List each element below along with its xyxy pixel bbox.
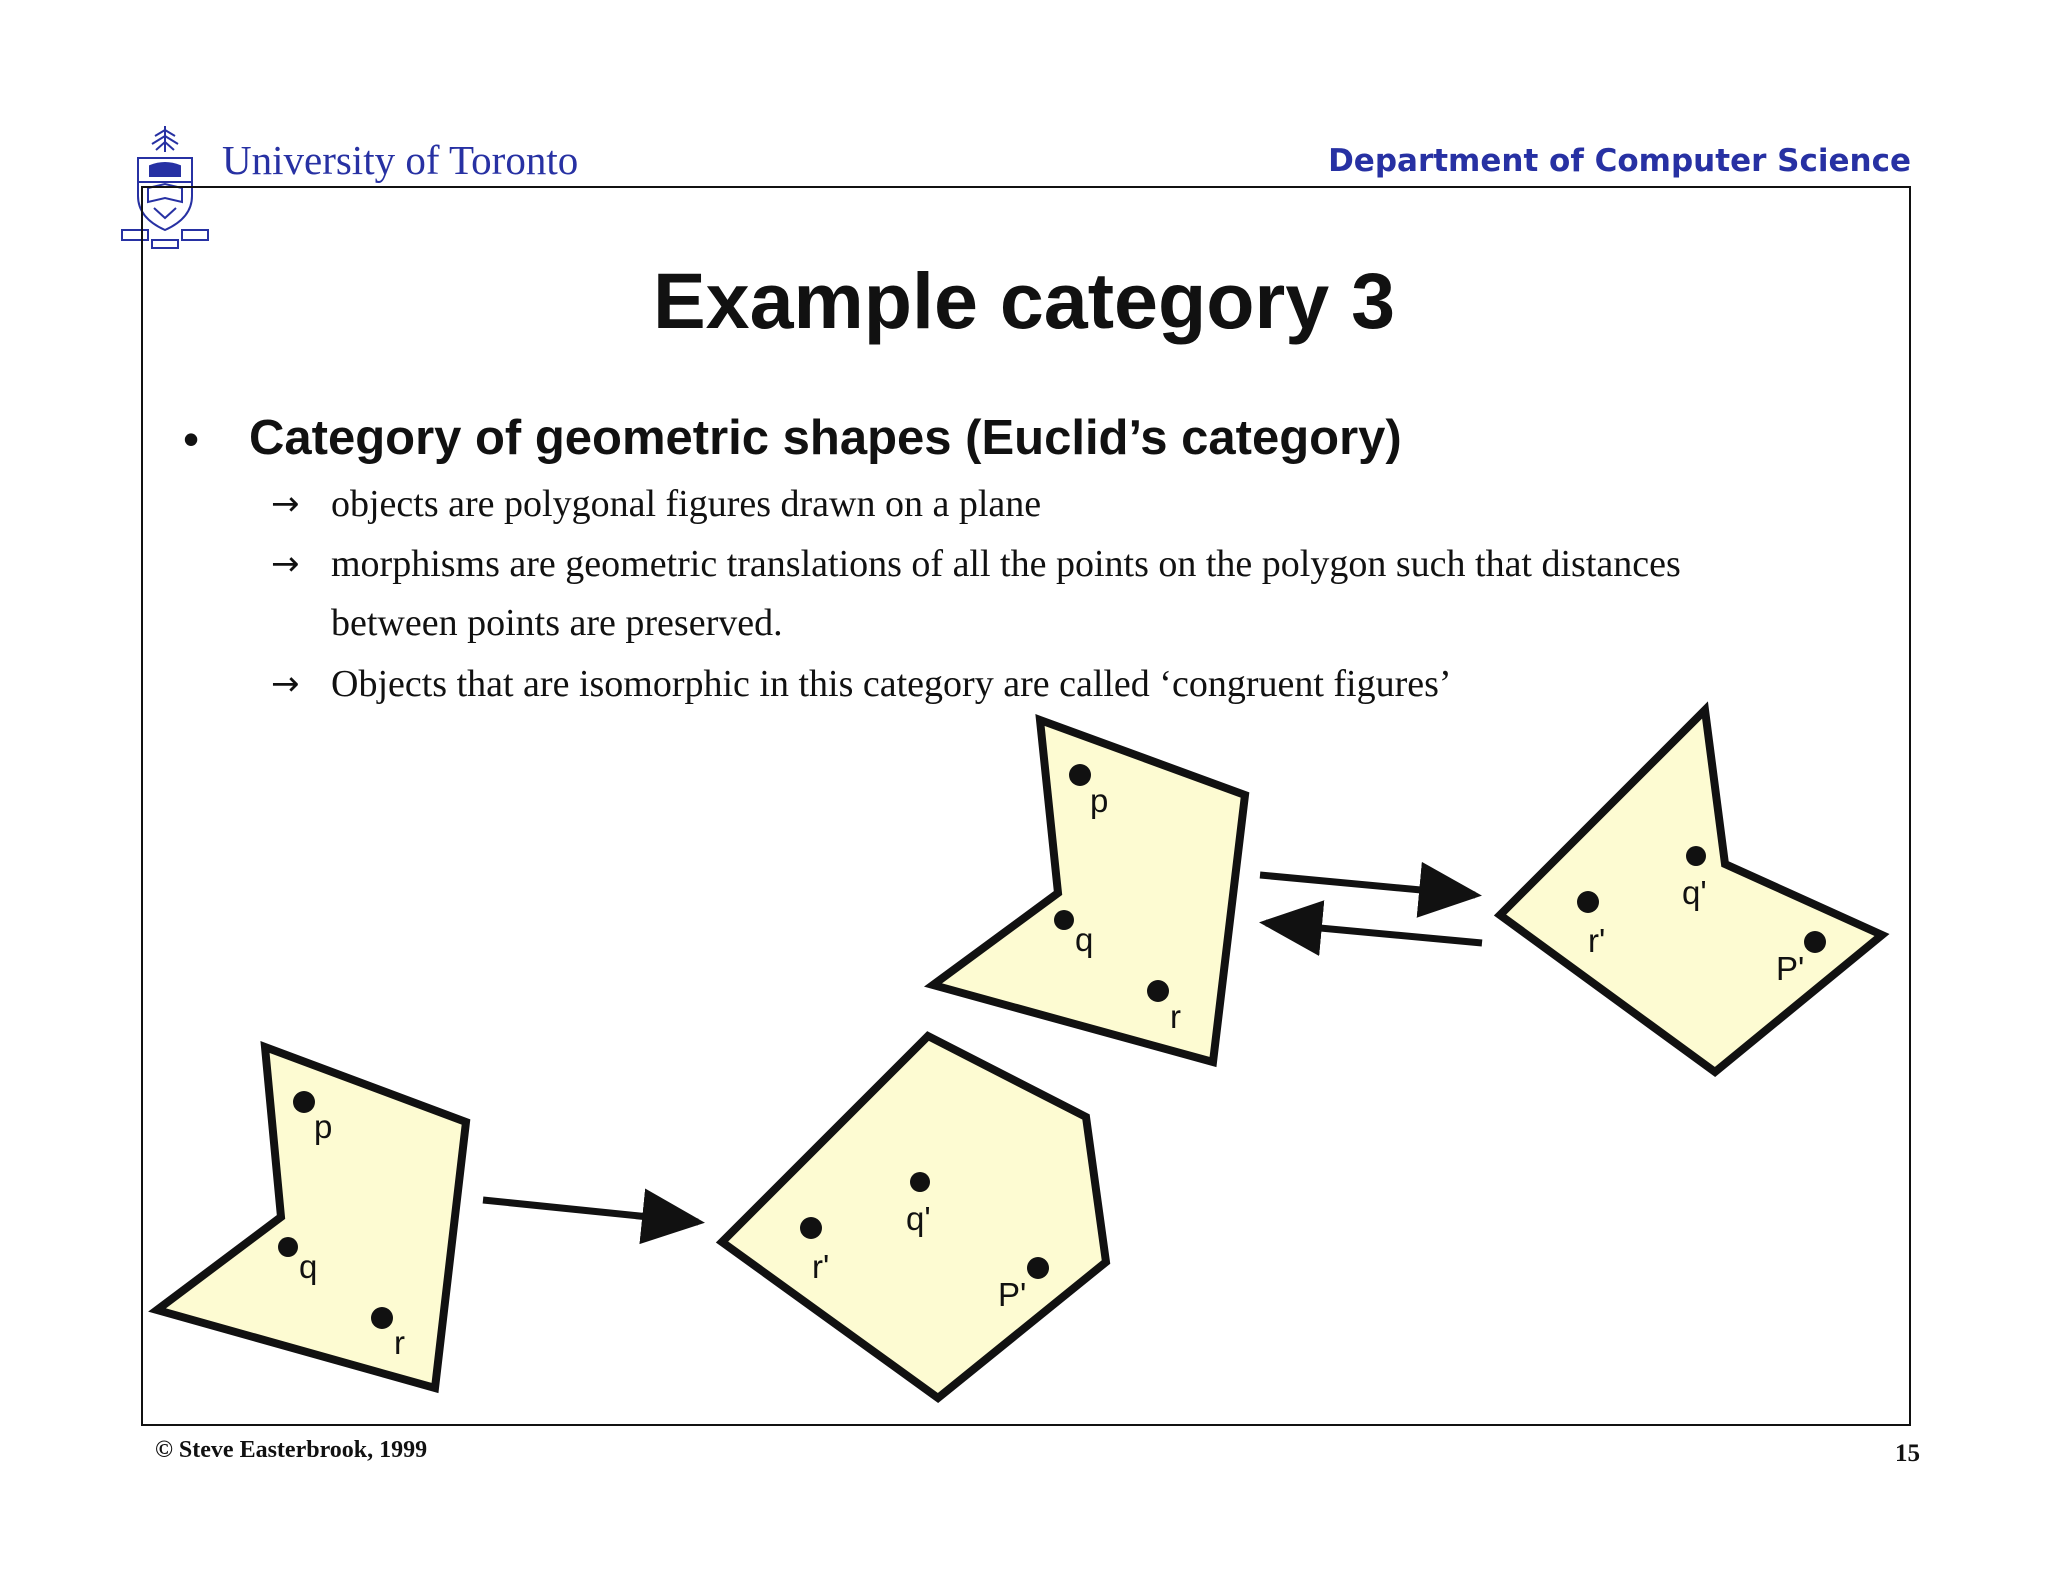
morphism-arrow-bottom (483, 1200, 698, 1222)
point-r-prime (800, 1217, 822, 1239)
point-q-prime (910, 1172, 930, 1192)
point-q (278, 1237, 298, 1257)
label-q: q (299, 1248, 318, 1285)
point-q-prime (1686, 846, 1706, 866)
point-q (1054, 910, 1074, 930)
label-p-prime: P' (1776, 950, 1805, 987)
morphism-arrow-backward (1266, 923, 1482, 943)
university-name: University of Toronto (222, 137, 579, 183)
point-p (293, 1091, 315, 1113)
copyright-footer: © Steve Easterbrook, 1999 (155, 1437, 428, 1463)
label-p-prime: P' (998, 1276, 1027, 1313)
page-number: 15 (1895, 1440, 1920, 1467)
label-q: q (1075, 921, 1094, 958)
label-q-prime: q' (906, 1200, 931, 1237)
point-r (371, 1307, 393, 1329)
morphism-arrow-forward (1260, 875, 1475, 895)
arrow-bullet-icon: → (271, 484, 300, 524)
subpoint-objects: objects are polygonal figures drawn on a plane (331, 483, 1042, 525)
department-name: Department of Computer Science (1328, 143, 1911, 179)
label-q-prime: q' (1682, 874, 1707, 911)
point-r-prime (1577, 891, 1599, 913)
main-bullet: Category of geometric shapes (Euclid’s category) (249, 411, 1402, 465)
point-p (1069, 764, 1091, 786)
subpoint-congruent: Objects that are isomorphic in this category are called ‘congruent figures’ (331, 663, 1452, 705)
slide-title: Example category 3 (652, 256, 1396, 345)
label-r: r (394, 1324, 405, 1361)
point-r (1147, 980, 1169, 1002)
subpoint-morphisms: morphisms are geometric translations of all the points on the polygon such that distances (331, 543, 1681, 585)
bullet-dot: • (183, 413, 200, 465)
point-p-prime (1804, 931, 1826, 953)
label-r-prime: r' (1588, 922, 1606, 959)
subpoint-morphisms-continued: between points are preserved. (331, 602, 783, 644)
arrow-bullet-icon: → (271, 664, 300, 704)
label-r: r (1170, 998, 1181, 1035)
label-p: p (1090, 782, 1109, 819)
arrow-bullet-icon: → (271, 544, 300, 584)
label-r-prime: r' (812, 1248, 830, 1285)
point-p-prime (1027, 1257, 1049, 1279)
label-p: p (314, 1108, 333, 1145)
